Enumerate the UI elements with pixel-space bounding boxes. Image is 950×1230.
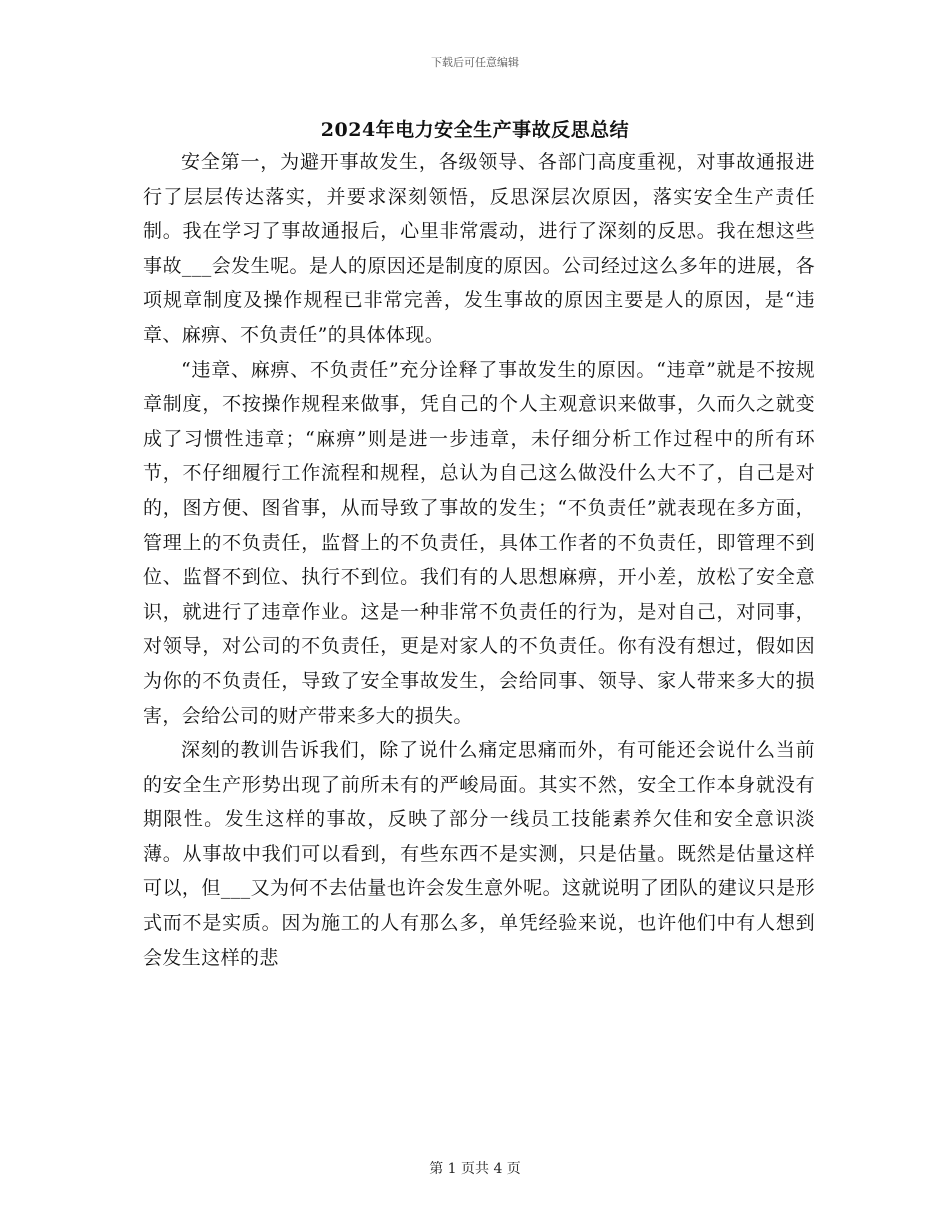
page-number: 第 1 页共 4 页 [429, 1161, 521, 1177]
document-title: 2024年电力安全生产事故反思总结 [320, 119, 630, 141]
document-body [143, 145, 815, 975]
paragraph-2: “违章、麻痹、不负责任”充分诠释了事故发生的原因。“违章”就是不按规章制度，不按操作规程来做事，凭自己的个人主观意识来做事，久而久之就变成了习惯性违章；“麻痹”则是进一步违章，未仔细分析工作过程中的所有环节，不仔细履行工作流程和规程，总认为自己这么做没什么大不了，自己是对的，图方便、图省事，从而导致了事故的发生；“不负责任”就表现在多方面，管理上的不负责任，监督上的不负责任，具体工作者的不负责任，即管理不到位、监督不到位、执行不到位。我们有的人思想麻痹，开小差，放松了安全意识，就进行了违章作业。这是一种非常不负责任的行为，是对自己，对同事，对领导，对公司的不负责任，更是对家人的不负责任。你有没有想过，假如因为你的不负责任，导致了安全事故发生，会给同事、领导、家人带来多大的损害，会给公司的财产带来多大的损失。 [143, 358, 815, 727]
paragraph-1: 安全第一，为避开事故发生，各级领导、各部门高度重视，对事故通报进行了层层传达落实，并要求深刻领悟，反思深层次原因，落实安全生产责任制。我在学习了事故通报后，心里非常震动，进行了深刻的反思。我在想这些事故___会发生呢。是人的原因还是制度的原因。公司经过这么多年的进展，各项规章制度及操作规程已非常完善，发生事故的原因主要是人的原因，是“违章、麻痹、不负责任”的具体体现。 [143, 151, 815, 346]
paragraph-3: 深刻的教训告诉我们，除了说什么痛定思痛而外，有可能还会说什么当前的安全生产形势出现了前所未有的严峻局面。其实不然，安全工作本身就没有期限性。发生这样的事故，反映了部分一线员工技能素养欠佳和安全意识淡薄。从事故中我们可以看到，有些东西不是实测，只是估量。既然是估量这样可以，但___又为何不去估量也许会发生意外呢。这就说明了团队的建议只是形式而不是实质。因为施工的人有那么多，单凭经验来说，也许他们中有人想到会发生这样的悲 [143, 739, 815, 969]
header-note: 下载后可任意编辑 [431, 56, 519, 69]
